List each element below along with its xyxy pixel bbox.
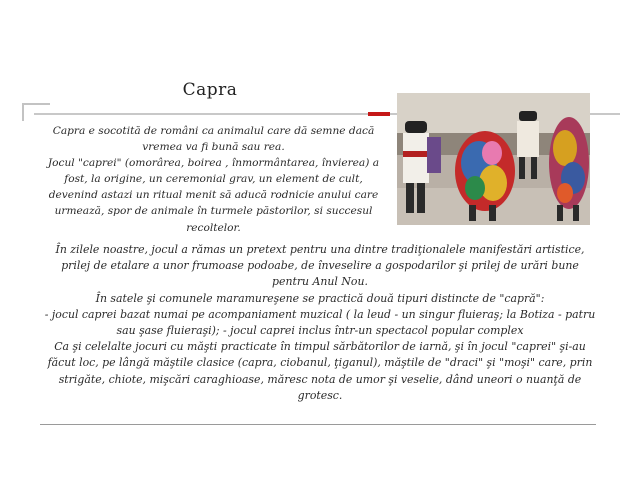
intro-paragraph: Jocul "caprei" (omorârea, boirea , înmormântarea, învierea) a fost, la origine, un ceremonial grav, un element de cult, devenind astazi un ritual menit să aducă rodnicie anului care urmează, spor de animale în turmele păstorilor, si succesul recoltelor. xyxy=(47,157,380,234)
corner-bracket xyxy=(22,103,50,121)
body-paragraph: Ca şi celelalte jocuri cu măşti practicate în timpul sărbătorilor de iarnă, şi în jocul "caprei" şi-au făcut loc, pe lângă măştile clasice (capra, ciobanul, ţiganul), măştile de "draci" şi "moşi" care, prin strigăte, chiote, mişcări caraghioase, măresc nota de umor şi veselie, dând uneori o nuanţă de grotesc. xyxy=(47,340,593,402)
body-text xyxy=(44,242,596,404)
body-paragraph: În satele şi comunele maramureşene se practică două tipuri distincte de "capră": xyxy=(95,291,545,305)
intro-paragraph: Capra e socotită de români ca animalul care dă semne dacă vremea va fi bună sau rea. xyxy=(52,125,375,154)
bottom-rule xyxy=(40,424,596,425)
title-rule-accent xyxy=(368,112,390,116)
slide-title: Capra xyxy=(182,80,238,100)
body-paragraph: În zilele noastre, jocul a rămas un pretext pentru una dintre tradiţionalele manifestări artistice, prilej de etalare a unor frumoase podoabe, de înveselire a gospodarilor şi prilej de urări bune pentru Anul Nou. xyxy=(55,243,585,289)
intro-text xyxy=(42,123,385,236)
capra-ritual-photo xyxy=(397,93,590,225)
body-paragraph: - jocul caprei bazat numai pe acompaniament muzical ( la leud - un singur fluieraş; la Botiza - patru sau şase fluieraşi); - jocul caprei inclus într-un spectacol popular complex xyxy=(44,307,596,338)
title-rule-left xyxy=(34,113,368,115)
